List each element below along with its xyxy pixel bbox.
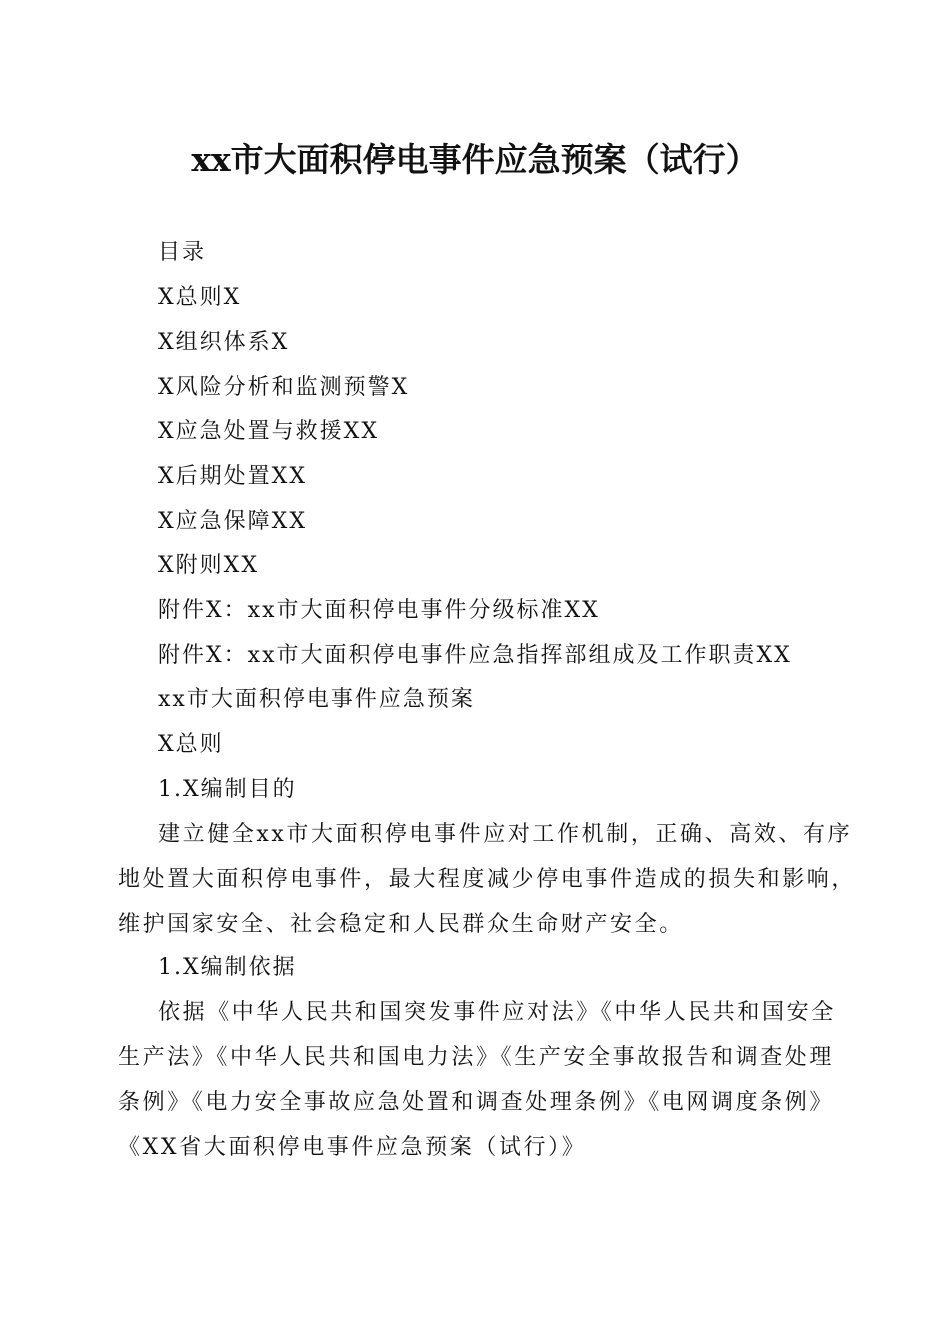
toc-heading: 目录 (158, 240, 207, 265)
basis-paragraph: 依据《中华人民共和国突发事件应对法》《中华人民共和国安全生产法》《中华人民共和国电力法》《生产安全事故报告和调查处理条例》《电力安全事故应急处置和调查处理条例》《电网调度条例》《XX省大面积停电事件应急预案（试行）》 (118, 1000, 836, 1160)
toc-item-guarantee: X应急保障XX (158, 509, 307, 534)
toc-item-supplementary: X附则XX (158, 553, 259, 578)
chapter-heading: X总则 (158, 732, 224, 757)
toc-item-risk-analysis: X风险分析和监测预警X (158, 375, 410, 400)
toc-item-aftermath: X后期处置XX (158, 464, 307, 489)
purpose-paragraph: 建立健全xx市大面积停电事件应对工作机制，正确、高效、有序地处置大面积停电事件，最大程度减少停电事件造成的损失和影响，维护国家安全、社会稳定和人民群众生命财产安全。 (118, 822, 857, 937)
toc-item-organization: X组织体系X (158, 330, 290, 355)
toc-item-annex-grading: 附件X：xx市大面积停电事件分级标准XX (158, 598, 600, 623)
section-heading-purpose: 1.X编制目的 (158, 777, 297, 802)
toc-item-general: X总则X (158, 285, 242, 310)
document-title: xx市大面积停电事件应急预案（试行） (191, 140, 759, 179)
plan-title: xx市大面积停电事件应急预案 (158, 687, 475, 712)
section-heading-basis: 1.X编制依据 (158, 955, 297, 980)
toc-item-annex-command: 附件X：xx市大面积停电事件应急指挥部组成及工作职责XX (158, 643, 792, 668)
toc-item-emergency-response: X应急处置与救援XX (158, 419, 379, 444)
